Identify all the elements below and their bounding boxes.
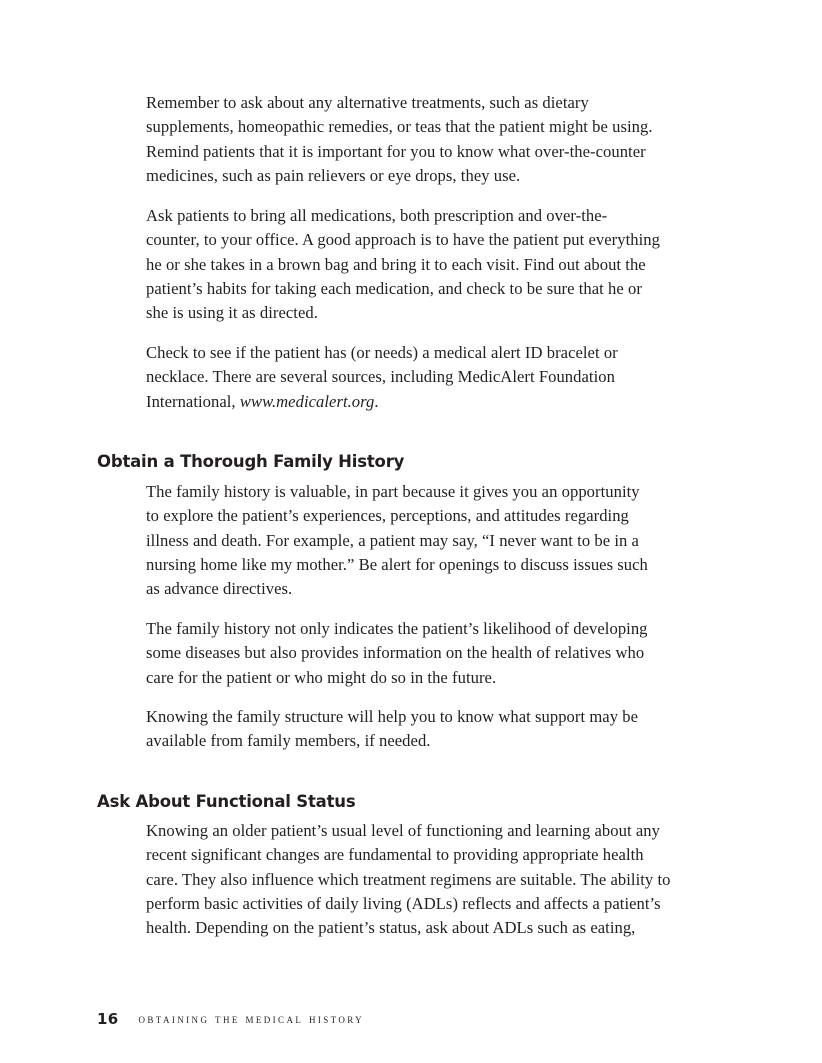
- text-line: Remind patients that it is important for you to know what over-the-counter: [146, 141, 646, 161]
- text-line: counter, to your office. A good approach is to have the patient put everything: [146, 230, 660, 250]
- text-line: Knowing the family structure will help you to know what support may be: [146, 707, 639, 726]
- running-head: obtaining the medical history: [138, 1011, 365, 1026]
- text-line: Check to see if the patient has (or needs) a medical alert ID bracelet or: [146, 343, 618, 362]
- text-line: recent significant changes are fundamental to providing appropriate health: [146, 845, 644, 865]
- paragraph-bring-medications: [146, 204, 716, 325]
- text-line: supplements, homeopathic remedies, or teas that the patient might be using.: [146, 117, 653, 137]
- text-line: care. They also influence which treatment regimens are suitable. The ability to: [146, 869, 671, 889]
- paragraph-family-history-value: [146, 480, 716, 601]
- paragraph-functional-status: [146, 819, 716, 940]
- text-line: [146, 390, 716, 414]
- paragraph-medical-alert: [146, 341, 716, 414]
- text-line: medicines, such as pain relievers or eye drops, they use.: [146, 165, 521, 185]
- paragraph-family-structure: [146, 705, 716, 754]
- text-line: illness and death. For example, a patient may say, “I never want to be in a: [146, 530, 639, 550]
- text-line: she is using it as directed.: [146, 303, 318, 323]
- text-line: some diseases but also provides information on the health of relatives who: [146, 643, 645, 663]
- text-line: perform basic activities of daily living (ADLs) reflects and affects a patient’s: [146, 893, 661, 913]
- text-line: necklace. There are several sources, including MedicAlert Foundation: [146, 367, 615, 387]
- text-line: The family history not only indicates the patient’s likelihood of developing: [146, 619, 648, 638]
- section-heading-functional-status: Ask About Functional Status: [97, 792, 356, 811]
- text-fragment: International,: [146, 391, 240, 411]
- page-number: 16: [97, 1010, 119, 1028]
- text-line: available from family members, if needed.: [146, 731, 431, 751]
- text-line: he or she takes in a brown bag and bring it to each visit. Find out about the: [146, 254, 646, 274]
- text-line: Remember to ask about any alternative treatments, such as dietary: [146, 93, 589, 112]
- text-line: nursing home like my mother.” Be alert for openings to discuss issues such: [146, 554, 648, 574]
- page-footer: [97, 1010, 364, 1029]
- section-heading-family-history: Obtain a Thorough Family History: [97, 452, 405, 471]
- text-line: Ask patients to bring all medications, both prescription and over-the-: [146, 206, 608, 225]
- paragraph-family-history-diseases: [146, 617, 716, 690]
- text-line: as advance directives.: [146, 579, 293, 599]
- text-line: The family history is valuable, in part because it gives you an opportunity: [146, 482, 640, 501]
- text-line: care for the patient or who might do so in the future.: [146, 667, 497, 687]
- text-line: to explore the patient’s experiences, perceptions, and attitudes regarding: [146, 506, 629, 526]
- text-fragment: .: [374, 391, 379, 411]
- text-line: Knowing an older patient’s usual level of functioning and learning about any: [146, 821, 660, 840]
- medicalert-url[interactable]: www.medicalert.org: [239, 391, 375, 411]
- text-line: health. Depending on the patient’s status, ask about ADLs such as eating,: [146, 918, 636, 938]
- text-line: patient’s habits for taking each medication, and check to be sure that he or: [146, 278, 642, 298]
- paragraph-alternative-treatments: [146, 91, 716, 188]
